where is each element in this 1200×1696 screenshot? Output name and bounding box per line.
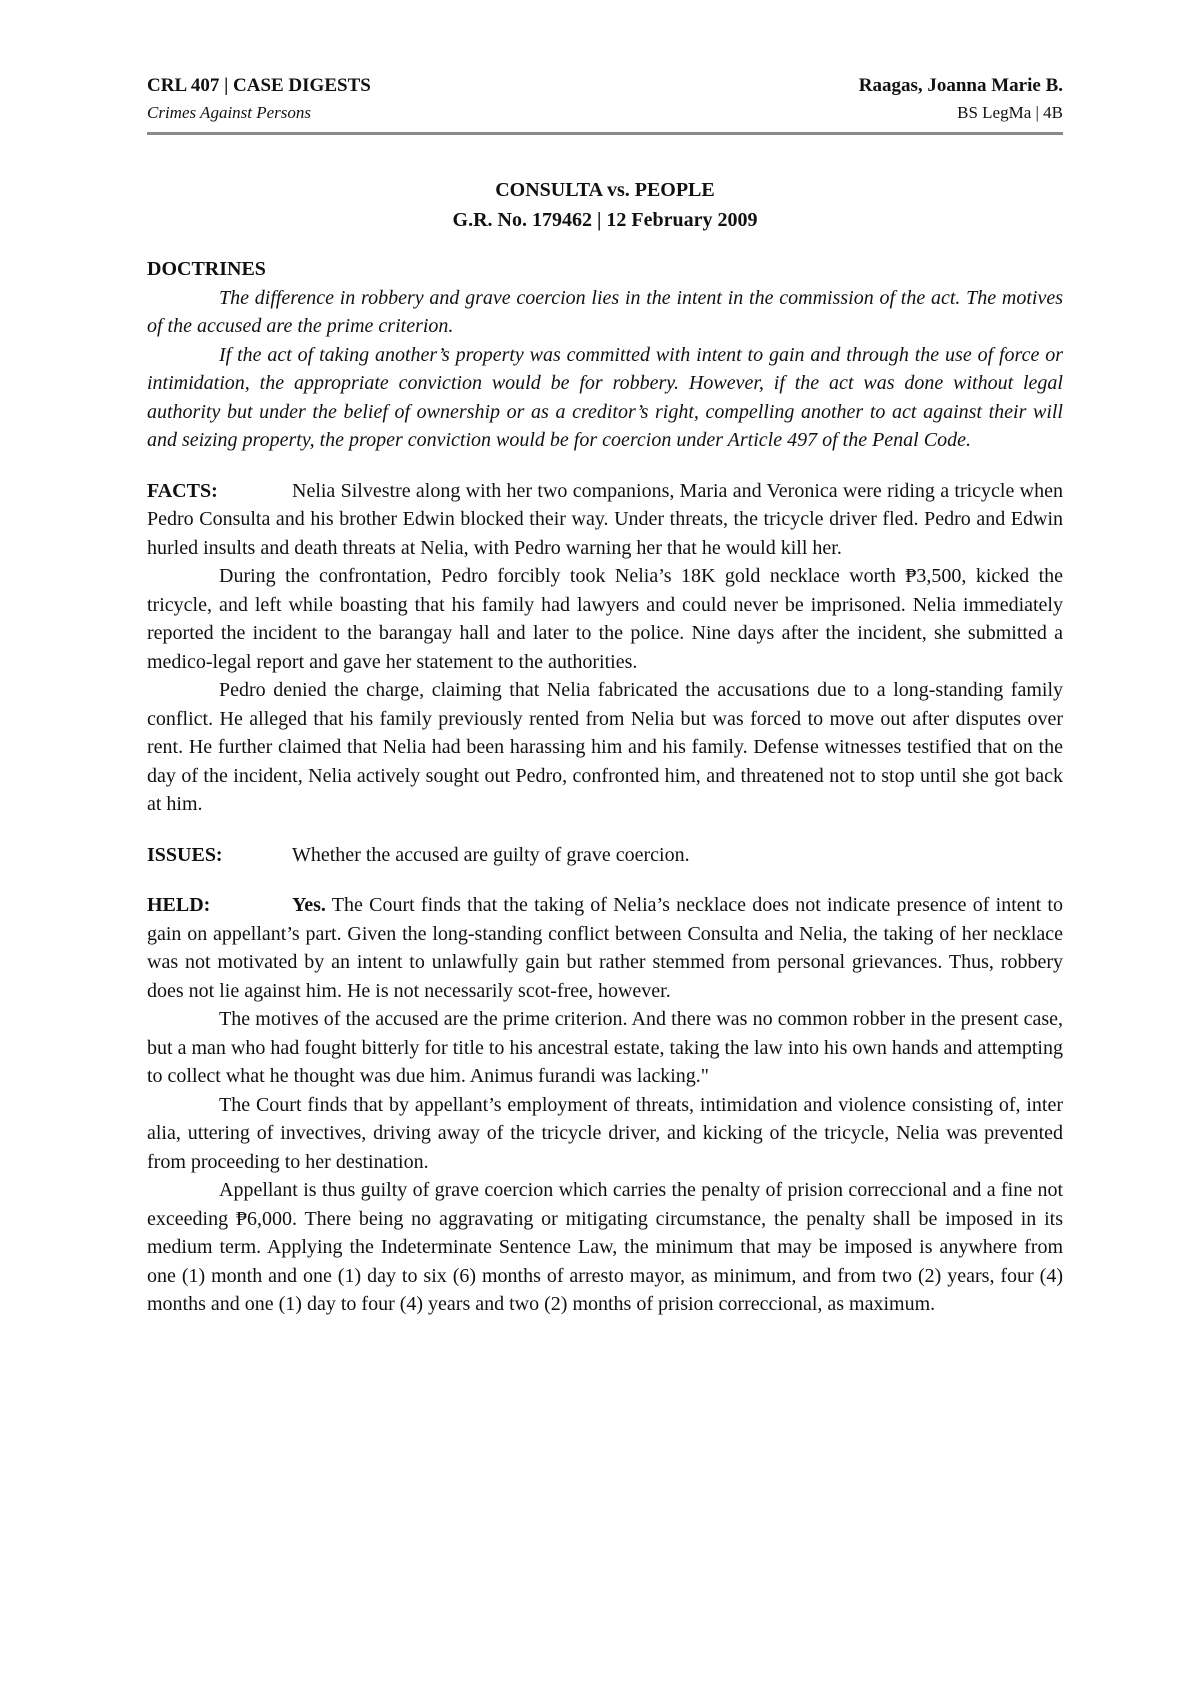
program-label: BS LegMa | 4B (957, 103, 1063, 122)
issues-section (147, 841, 1063, 870)
facts-paragraph: During the confrontation, Pedro forcibly took Nelia’s 18K gold necklace worth ₱3,500, kicked the tricycle, and left while boasting that his family had lawyers and could never be imprisoned. Nelia immediately reported the incident to the barangay hall and later to the police. Nine days after the incident, she submitted a medico-legal report and gave her statement to the authorities. (147, 565, 1063, 673)
page-header (147, 72, 1063, 135)
doctrine-paragraph: The difference in robbery and grave coercion lies in the intent in the commission of the act. The motives of the accused are the prime criterion. (147, 286, 1063, 337)
facts-first-paragraph (147, 477, 1063, 563)
held-paragraph: The Court finds that by appellant’s employment of threats, intimidation and violence consisting of, inter alia, uttering of invectives, driving away of the tricycle driver, and kicking of the tricycle, Nelia was prevented from proceeding to her destination. (147, 1093, 1063, 1173)
doctrines-heading: DOCTRINES (147, 258, 266, 280)
issues-paragraph (147, 841, 1063, 870)
header-row-bottom (147, 100, 1063, 126)
held-answer: Yes. (292, 894, 326, 916)
header-row-top (147, 72, 1063, 100)
facts-section (147, 477, 1063, 819)
held-heading: HELD: (147, 894, 211, 916)
held-paragraph: The motives of the accused are the prime criterion. And there was no common robber in the present case, but a man who had fought bitterly for title to his ancestral estate, taking the law into his own hands and attempting to collect what he thought was due him. Animus furandi was lacking." (147, 1008, 1063, 1087)
held-first-paragraph (147, 891, 1063, 1005)
issues-heading: ISSUES: (147, 843, 223, 866)
facts-heading: FACTS: (147, 479, 218, 502)
case-title-block (147, 175, 1063, 235)
header-divider (147, 132, 1063, 135)
doctrines-section (147, 255, 1063, 455)
author-name: Raagas, Joanna Marie B. (858, 75, 1063, 96)
case-name: CONSULTA vs. PEOPLE (495, 179, 715, 201)
held-section (147, 891, 1063, 1319)
facts-paragraph: Pedro denied the charge, claiming that Nelia fabricated the accusations due to a long-standing family conflict. He alleged that his family previously rented from Nelia but was forced to move out after disputes over rent. He further claimed that Nelia had been harassing him and his family. Defense witnesses testified that on the day of the incident, Nelia actively sought out Pedro, confronted him, and threatened not to stop until she got back at him. (147, 679, 1063, 815)
held-paragraph: Appellant is thus guilty of grave coercion which carries the penalty of prision correccional and a fine not exceeding ₱6,000. There being no aggravating or mitigating circumstance, the penalty shall be imposed in its medium term. Applying the Indeterminate Sentence Law, the minimum that may be imposed is anywhere from one (1) month and one (1) day to six (6) months of arresto mayor, as minimum, and from two (2) years, four (4) months and one (1) day to four (4) years and two (2) months of prision correccional, as maximum. (147, 1179, 1063, 1315)
course-label: CRL 407 | CASE DIGESTS (147, 75, 371, 96)
issues-text: Whether the accused are guilty of grave coercion. (292, 843, 690, 866)
held-first-text: The Court finds that the taking of Nelia’s necklace does not indicate presence of intent to gain on appellant’s part. Given the long-standing conflict between Consulta and Nelia, the taking of her necklace was not motivated by an intent to unlawfully gain but rather stemmed from personal grievances. Thus, robbery does not lie against him. He is not necessarily scot-free, however. (147, 894, 1063, 1002)
document-page (147, 72, 1063, 1319)
facts-paragraph-text: Nelia Silvestre along with her two companions, Maria and Veronica were riding a tricycle when Pedro Consulta and his brother Edwin blocked their way. Under threats, the tricycle driver fled. Pedro and Edwin hurled insults and death threats at Nelia, with Pedro warning her that he would kill her. (147, 479, 1063, 559)
doctrine-paragraph: If the act of taking another’s property was committed with intent to gain and through the use of force or intimidation, the appropriate conviction would be for robbery. However, if the act was done without legal authority but under the belief of ownership or as a creditor’s right, compelling another to act against their will and seizing property, the proper conviction would be for coercion under Article 497 of the Penal Code. (147, 343, 1063, 451)
case-number: G.R. No. 179462 | 12 February 2009 (452, 209, 758, 231)
subject-label: Crimes Against Persons (147, 103, 312, 122)
